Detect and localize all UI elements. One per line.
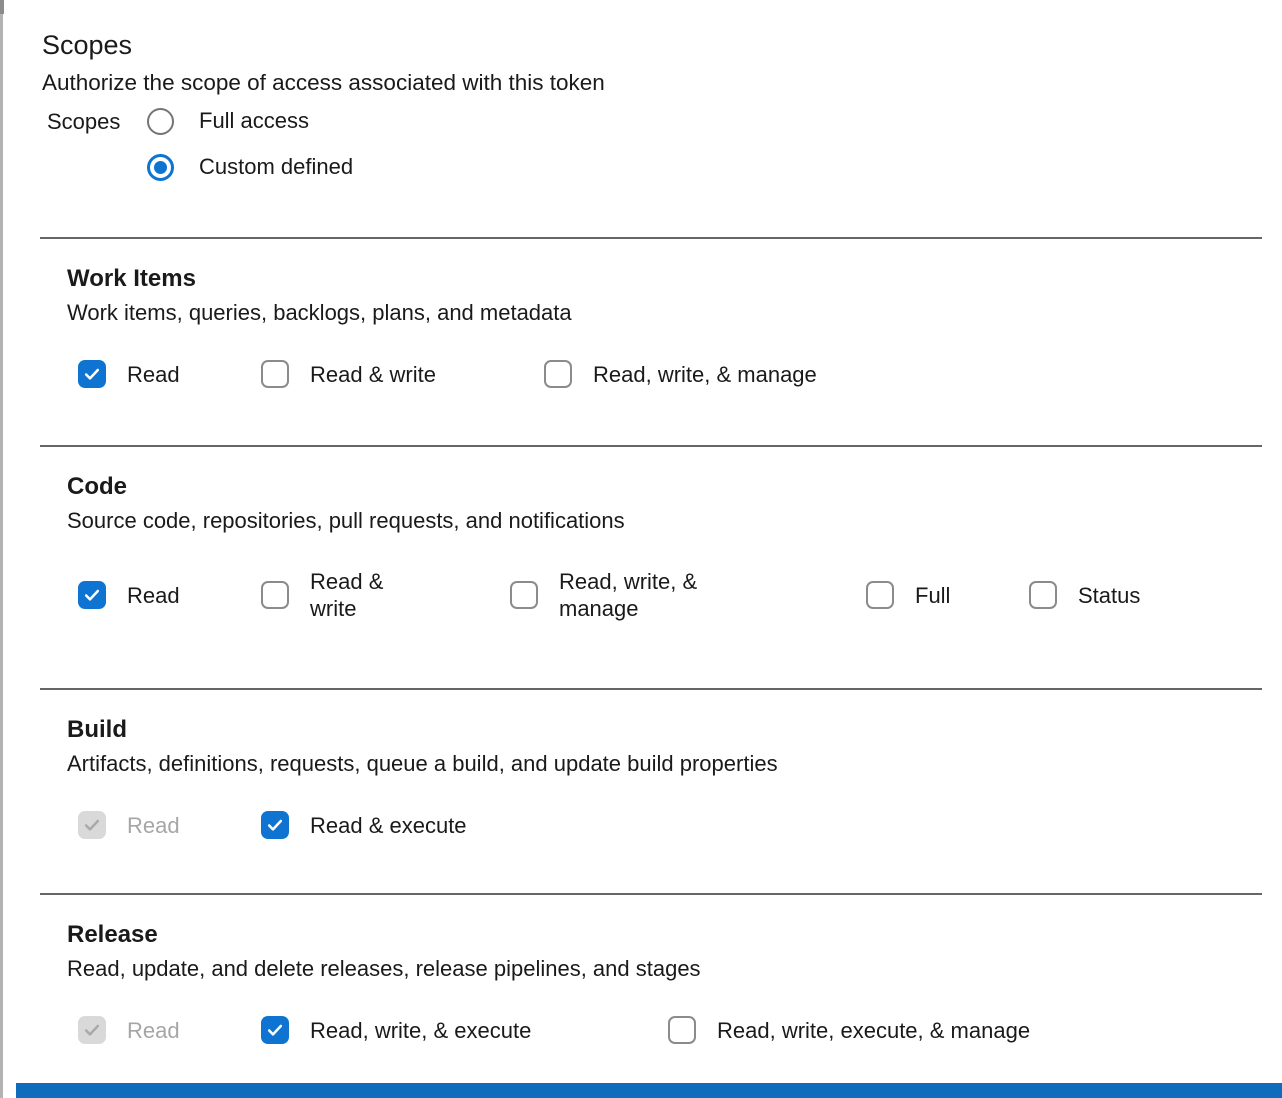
scopes-header xyxy=(0,0,1282,237)
panel-left-border-cap xyxy=(0,0,4,14)
scope-option-read-write-execute[interactable] xyxy=(261,1016,668,1044)
checkbox-label[interactable]: Read xyxy=(127,361,180,387)
bottom-accent-bar xyxy=(16,1083,1282,1098)
checkbox-row xyxy=(67,811,1262,839)
section-title: Build xyxy=(67,716,127,743)
section-content xyxy=(40,895,1262,1044)
section-content xyxy=(40,239,1262,388)
radio-option-label[interactable]: Custom defined xyxy=(199,154,354,179)
section-content xyxy=(40,447,1262,622)
radio-option-full-access[interactable] xyxy=(147,107,353,135)
checkbox-label[interactable]: Status xyxy=(1078,582,1141,608)
section-content xyxy=(40,690,1262,839)
checkbox-label[interactable]: Read xyxy=(127,1017,180,1043)
checkbox-label[interactable]: Read & execute xyxy=(310,812,467,838)
check-icon xyxy=(265,1020,285,1040)
checkbox-icon[interactable] xyxy=(78,581,106,609)
page-subtitle: Authorize the scope of access associated with this token xyxy=(42,70,605,95)
scope-section-release xyxy=(40,893,1262,1098)
checkbox-icon[interactable] xyxy=(668,1016,696,1044)
check-icon xyxy=(265,815,285,835)
check-icon xyxy=(82,815,102,835)
section-title: Work Items xyxy=(67,265,196,292)
scope-option-read-write-manage[interactable] xyxy=(544,360,817,388)
checkbox-label[interactable]: Read, write, & manage xyxy=(593,361,817,387)
section-title: Code xyxy=(67,473,127,500)
section-description: Artifacts, definitions, requests, queue a build, and update build properties xyxy=(67,751,778,776)
scope-section-code xyxy=(40,445,1262,688)
checkbox-label[interactable]: Read xyxy=(127,812,180,838)
checkbox-icon[interactable] xyxy=(78,811,106,839)
scopes-radio-group-label: Scopes xyxy=(47,109,121,134)
checkbox-icon[interactable] xyxy=(1029,581,1057,609)
section-description: Work items, queries, backlogs, plans, and metadata xyxy=(67,300,572,325)
scope-option-read-write-manage[interactable] xyxy=(510,568,866,622)
scope-option-read[interactable] xyxy=(78,581,261,609)
section-description: Source code, repositories, pull requests, and notifications xyxy=(67,508,625,533)
scope-option-read-execute[interactable] xyxy=(261,811,467,839)
scope-sections xyxy=(40,237,1262,1098)
checkbox-label[interactable]: Read xyxy=(127,582,180,608)
scope-option-status[interactable] xyxy=(1029,581,1140,609)
checkbox-row xyxy=(67,568,1262,622)
check-icon xyxy=(82,585,102,605)
radio-circle-icon[interactable] xyxy=(147,108,174,135)
radio-option-label[interactable]: Full access xyxy=(199,108,310,133)
radio-dot-icon xyxy=(154,115,167,128)
scope-option-read-write-execute-manage[interactable] xyxy=(668,1016,1030,1044)
checkbox-label[interactable]: Read, write, execute, & manage xyxy=(717,1017,1031,1043)
scope-option-read[interactable] xyxy=(78,1016,261,1044)
scope-section-build xyxy=(40,688,1262,893)
page-title: Scopes xyxy=(42,30,133,60)
scopes-radio-group xyxy=(42,107,1282,199)
checkbox-label[interactable]: Read, write, & execute xyxy=(310,1017,532,1043)
check-icon xyxy=(82,364,102,384)
checkbox-label[interactable]: Read & write xyxy=(310,569,384,621)
checkbox-label[interactable]: Read & write xyxy=(310,361,436,387)
section-description: Read, update, and delete releases, release pipelines, and stages xyxy=(67,956,701,981)
checkbox-icon[interactable] xyxy=(510,581,538,609)
section-title: Release xyxy=(67,921,158,948)
radio-option-custom-defined[interactable] xyxy=(147,153,353,181)
check-icon xyxy=(82,1020,102,1040)
checkbox-row xyxy=(67,360,1262,388)
scope-option-full[interactable] xyxy=(866,581,1029,609)
checkbox-icon[interactable] xyxy=(261,360,289,388)
scope-option-read-write[interactable] xyxy=(261,360,544,388)
checkbox-icon[interactable] xyxy=(261,1016,289,1044)
scope-section-work-items xyxy=(40,237,1262,445)
checkbox-icon[interactable] xyxy=(78,360,106,388)
checkbox-icon[interactable] xyxy=(78,1016,106,1044)
radio-options xyxy=(147,107,353,199)
checkbox-label[interactable]: Read, write, & manage xyxy=(559,569,698,621)
radio-circle-icon[interactable] xyxy=(147,154,174,181)
checkbox-icon[interactable] xyxy=(544,360,572,388)
scope-option-read[interactable] xyxy=(78,360,261,388)
radio-dot-icon xyxy=(154,161,167,174)
checkbox-icon[interactable] xyxy=(261,811,289,839)
panel-left-border xyxy=(0,0,3,1098)
checkbox-label[interactable]: Full xyxy=(915,582,951,608)
scope-option-read-write[interactable] xyxy=(261,568,510,622)
checkbox-row xyxy=(67,1016,1262,1044)
scope-option-read[interactable] xyxy=(78,811,261,839)
checkbox-icon[interactable] xyxy=(866,581,894,609)
checkbox-icon[interactable] xyxy=(261,581,289,609)
